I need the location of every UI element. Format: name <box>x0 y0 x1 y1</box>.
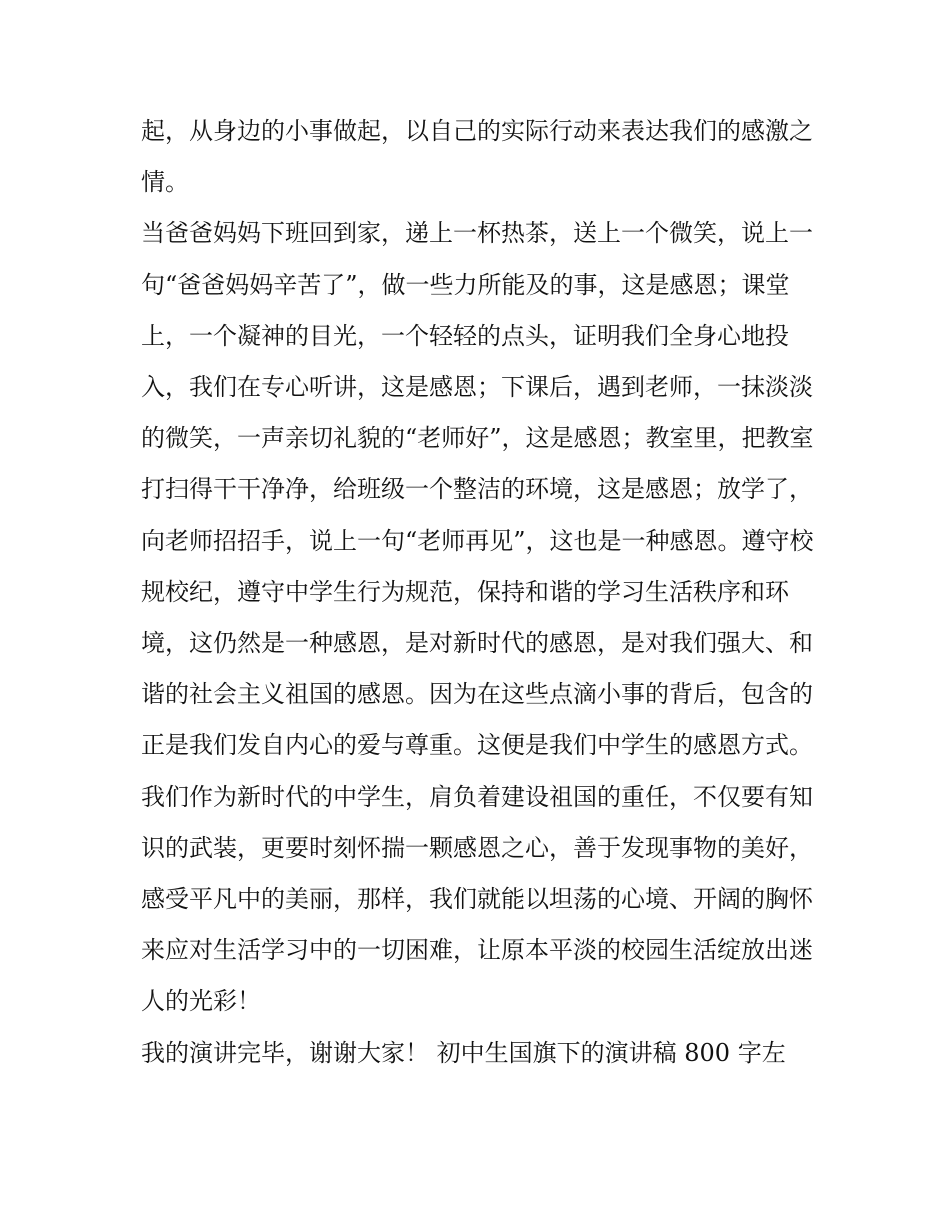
paragraph-1: 起，从身边的小事做起，以自己的实际行动来表达我们的感激之情。 <box>141 117 813 197</box>
paragraph-4: 我的演讲完毕，谢谢大家！ 初中生国旗下的演讲稿 800 字左 <box>141 1038 786 1067</box>
paragraph-2: 当爸爸妈妈下班回到家，递上一杯热茶，送上一个微笑，说上一句“爸爸妈妈辛苦了”，做一些力所能及的事，这是感恩；课堂上，一个凝神的目光，一个轻轻的点头，证明我们全身心地投入，我们在专心听讲，这是感恩；下课后，遇到老师，一抹淡淡的微笑，一声亲切礼貌的“老师好”，这是感恩；教室里，把教室打扫得干干净净，给班级一个整洁的环境，这是感恩；放学了，向老师招招手，说上一句“老师再见”，这也是一种感恩。遵守校规校纪，遵守中学生行为规范，保持和谐的学习生活秩序和环境，这仍然是一种感恩，是对新时代的感恩，是对我们强大、和谐的社会主义祖国的感恩。因为在这些点滴小事的背后，包含的正是我们发自内心的爱与尊重。这便是我们中学生的感恩方式。 <box>141 219 814 760</box>
body-text <box>141 106 821 1079</box>
paragraph-3: 我们作为新时代的中学生，肩负着建设祖国的重任，不仅要有知识的武装，更要时刻怀揣一颗感恩之心，善于发现事物的美好，感受平凡中的美丽，那样，我们就能以坦荡的心境、开阔的胸怀来应对生活学习中的一切困难，让原本平淡的校园生活绽放出迷人的光彩！ <box>141 782 813 1016</box>
